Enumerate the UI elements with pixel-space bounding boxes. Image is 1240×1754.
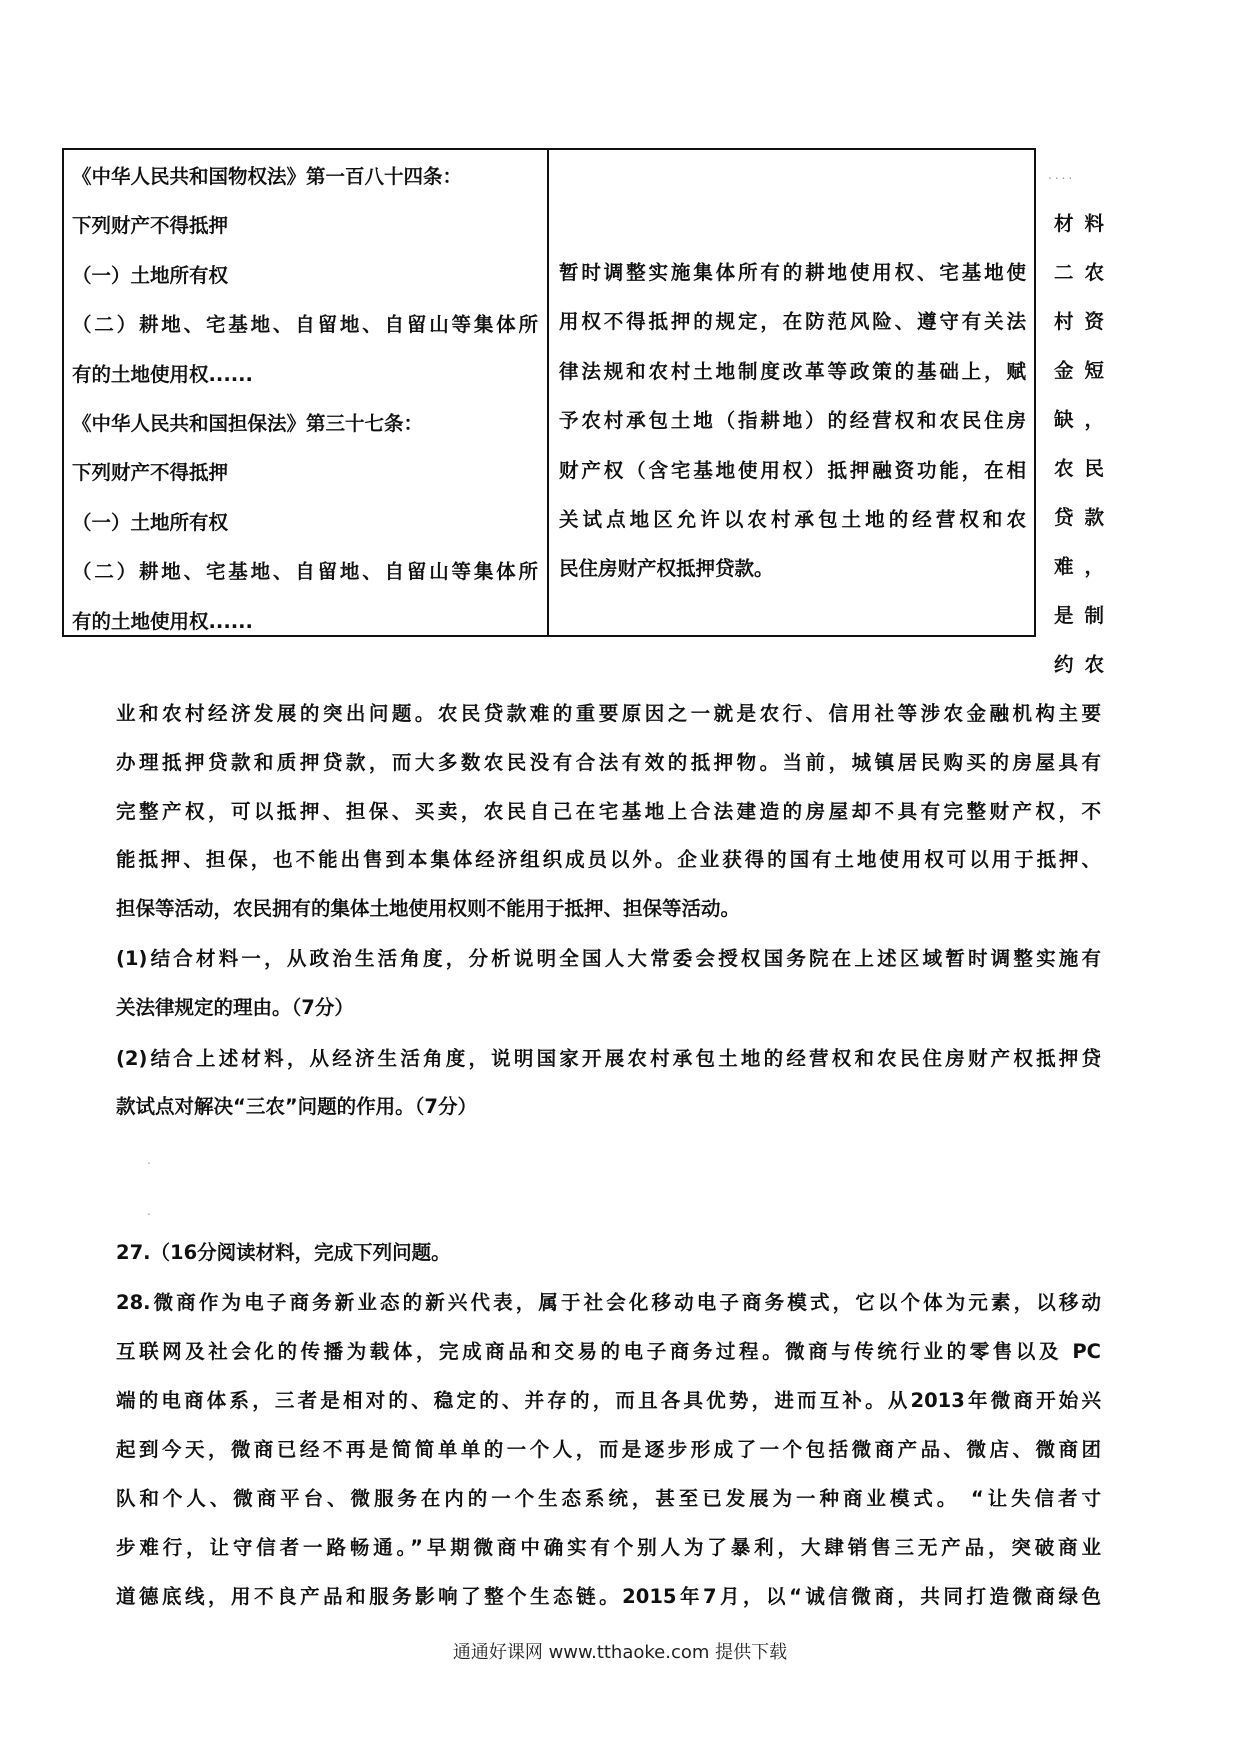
table-left-line: （二）耕地、宅基地、自留地、自留山等集体所 [72,560,538,584]
side-column-text: 是制 [1054,604,1104,627]
material-paragraph-line: 完整产权，可以抵押、担保、买卖，农民自己在宅基地上合法建造的房屋却不具有完整财产权，不 [116,799,1101,823]
stray-dot-mark: . [147,1153,154,1167]
table-left-line: 有的土地使用权...... [72,609,253,633]
table-left-line: （一）土地所有权 [72,510,229,534]
footer-source: 通通好课网 www.tthaoke.com 提供下载 [452,1642,788,1663]
side-column-text: 材料 [1054,212,1104,235]
table-left-line: 下列财产不得抵押 [72,214,229,238]
table-right-line: 财产权（含宅基地使用权）抵押融资功能，在相 [559,458,1026,482]
side-column-text: 缺， [1054,408,1104,431]
table-left-line: 《中华人民共和国担保法》第三十七条： [72,412,424,435]
table-left-line: （一）土地所有权 [72,263,229,287]
table-right-line: 民住房财产权抵押贷款。 [559,557,774,581]
question-28-line: 队和个人、微商平台、微服务在内的一个生态系统，甚至已发展为一种商业模式。 “让失信者寸 [116,1487,1101,1510]
table-left-line: 有的土地使用权...... [72,362,253,386]
material-paragraph-line: 担保等活动，农民拥有的集体土地使用权则不能用于抵押、担保等活动。 [116,897,741,921]
material-paragraph-line: 业和农村经济发展的突出问题。农民贷款难的重要原因之一就是农行、信用社等涉农金融机构主要 [116,702,1101,725]
table-left-line: 《中华人民共和国物权法》第一百八十四条： [72,165,463,188]
side-column-text: 农民 [1054,457,1104,480]
question-28-line: 道德底线，用不良产品和服务影响了整个生态链。2015年7月，以“诚信微商，共同打造微商绿色 [116,1585,1101,1608]
question-28-line: 互联网及社会化的传播为载体，完成商品和交易的电子商务过程。微商与传统行业的零售以及 PC [116,1340,1101,1363]
question-28-line: 28.微商作为电子商务新业态的新兴代表，属于社会化移动电子商务模式，它以个体为元素，以移动 [116,1291,1101,1314]
material-paragraph-line: 能抵押、担保，也不能出售到本集体经济组织成员以外。企业获得的国有土地使用权可以用于抵押、 [116,848,1101,872]
question-line: 款试点对解决“三农”问题的作用。（7分） [116,1095,477,1118]
table-column-divider [547,148,549,637]
question-28-line: 步难行，让守信者一路畅通。”早期微商中确实有个别人为了暴利，大肆销售三无产品，突破商业 [116,1536,1101,1559]
question-27-heading: 27.（16分阅读材料，完成下列问题。 [116,1241,451,1264]
side-column-text: 村资 [1054,310,1104,333]
side-column-text: 二农 [1054,261,1104,284]
question-28-line: 起到今天，微商已经不再是简简单单的一个人，而是逐步形成了一个包括微商产品、微店、微商团 [116,1438,1101,1461]
table-right-line: 暂时调整实施集体所有的耕地使用权、宅基地使 [559,261,1026,284]
material-paragraph-line: 办理抵押贷款和质押贷款，而大多数农民没有合法有效的抵押物。当前，城镇居民购买的房屋具有 [116,750,1101,774]
side-column-text: 金短 [1054,359,1104,382]
question-line: (2)结合上述材料，从经济生活角度，说明国家开展农村承包土地的经营权和农民住房财产权抵押贷 [116,1047,1101,1070]
table-left-line: 下列财产不得抵押 [72,461,229,485]
side-column-text: 约农 [1054,653,1104,676]
table-right-line: 予农村承包土地（指耕地）的经营权和农民住房 [559,409,1026,433]
stray-dot-mark: . [147,1204,154,1218]
side-column-text: 贷款 [1054,506,1104,529]
question-line: 关法律规定的理由。（7分） [116,996,354,1019]
table-left-line: （二）耕地、宅基地、自留地、自留山等集体所 [72,313,538,337]
table-right-line: 用权不得抵押的规定，在防范风险、遵守有关法 [559,310,1026,334]
table-right-line: 律法规和农村土地制度改革等政策的基础上，赋 [559,359,1026,383]
table-right-line: 关试点地区允许以农村承包土地的经营权和农 [559,508,1026,531]
question-line: (1)结合材料一，从政治生活角度，分析说明全国人大常委会授权国务院在上述区域暂时调整实施有 [116,947,1101,970]
question-28-line: 端的电商体系，三者是相对的、稳定的、并存的，而且各具优势，进而互补。从2013年微商开始兴 [116,1389,1101,1412]
side-column-text: 难， [1054,555,1104,578]
dots-mark: .... [1048,168,1076,182]
